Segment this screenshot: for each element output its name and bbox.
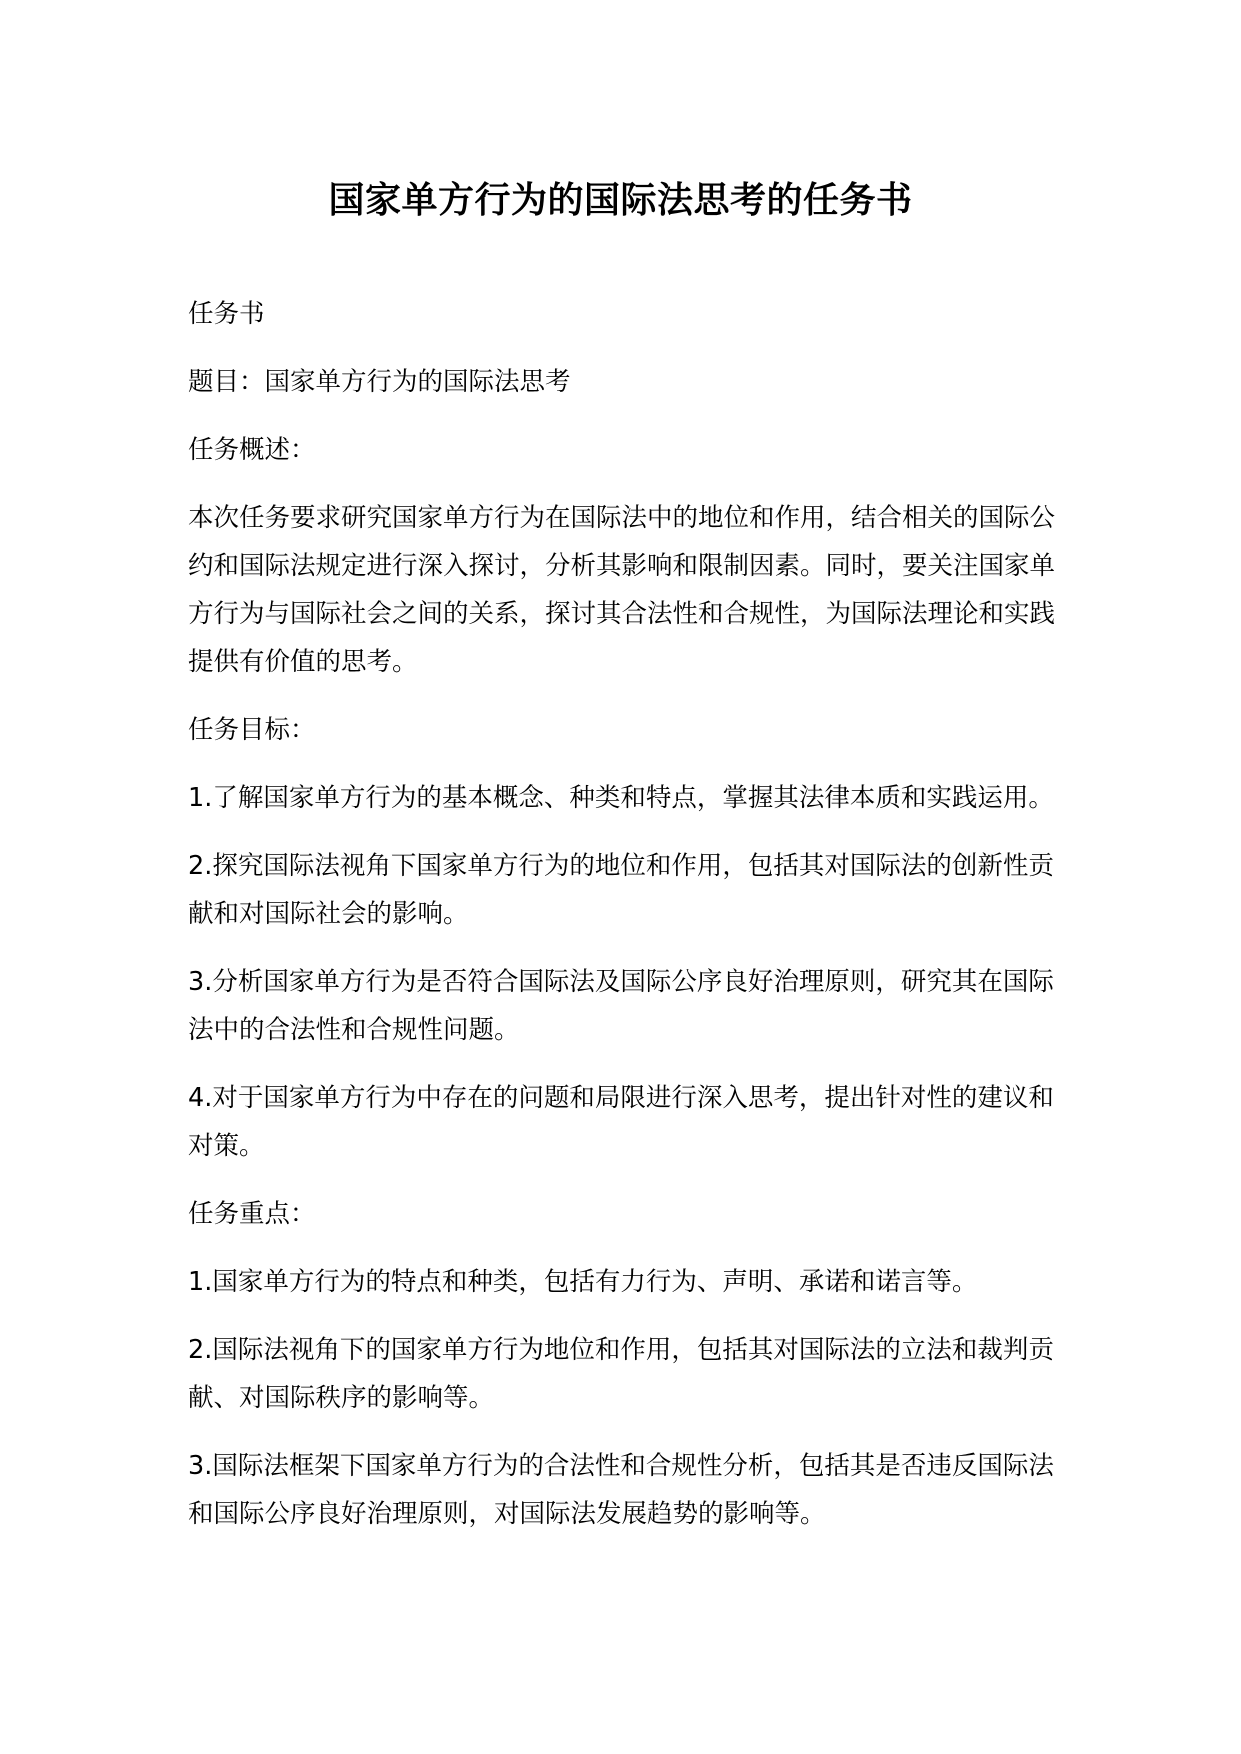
section-heading-task-book: 任务书 xyxy=(188,299,265,329)
goal-item-2: 2.探究国际法视角下国家单方行为的地位和作用，包括其对国际法的创新性贡献和对国际社会的影响。 xyxy=(188,851,1054,929)
goal-item-4: 4.对于国家单方行为中存在的问题和局限进行深入思考，提出针对性的建议和对策。 xyxy=(188,1083,1054,1161)
section-heading-overview: 任务概述： xyxy=(188,435,316,465)
topic-line: 题目：国家单方行为的国际法思考 xyxy=(188,367,571,397)
section-heading-goals: 任务目标： xyxy=(188,715,316,745)
overview-paragraph: 本次任务要求研究国家单方行为在国际法中的地位和作用，结合相关的国际公约和国际法规定进行深入探讨，分析其影响和限制因素。同时，要关注国家单方行为与国际社会之间的关系，探讨其合法性和合规性，为国际法理论和实践提供有价值的思考。 xyxy=(188,503,1056,677)
focus-item-2: 2.国际法视角下的国家单方行为地位和作用，包括其对国际法的立法和裁判贡献、对国际秩序的影响等。 xyxy=(188,1335,1054,1413)
document-title: 国家单方行为的国际法思考的任务书 xyxy=(328,180,913,221)
document-body xyxy=(188,290,1063,1558)
section-heading-focus: 任务重点： xyxy=(188,1199,316,1229)
focus-item-3: 3.国际法框架下国家单方行为的合法性和合规性分析，包括其是否违反国际法和国际公序良好治理原则，对国际法发展趋势的影响等。 xyxy=(188,1451,1054,1529)
focus-item-1: 1.国家单方行为的特点和种类，包括有力行为、声明、承诺和诺言等。 xyxy=(188,1267,978,1297)
goal-item-3: 3.分析国家单方行为是否符合国际法及国际公序良好治理原则，研究其在国际法中的合法性和合规性问题。 xyxy=(188,967,1054,1045)
goal-item-1: 1.了解国家单方行为的基本概念、种类和特点，掌握其法律本质和实践运用。 xyxy=(188,783,1054,813)
